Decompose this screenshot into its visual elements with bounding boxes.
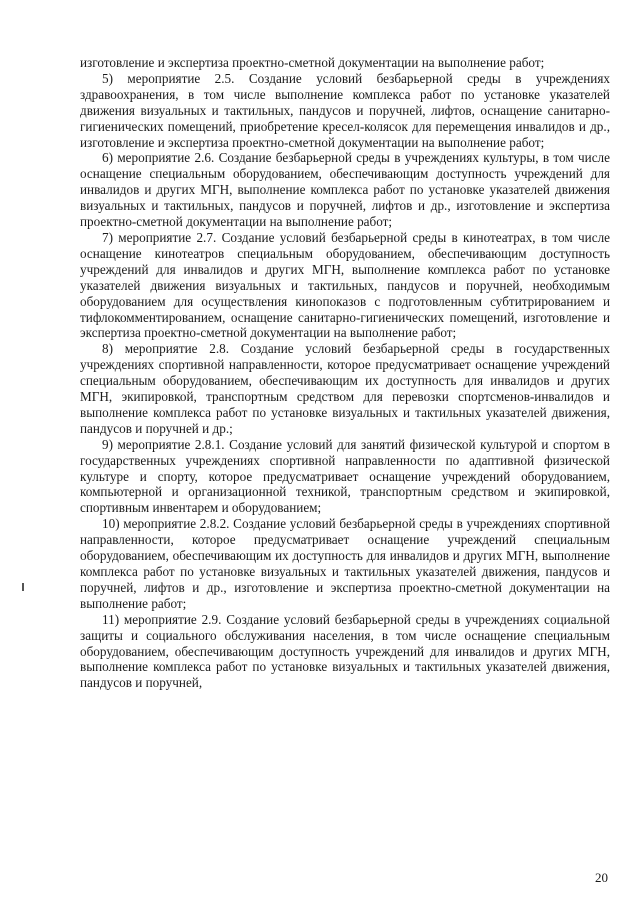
scan-mark [22,583,24,591]
paragraph-continuation: изготовление и экспертиза проектно-сметной документации на выполнение работ; [80,55,545,70]
paragraph-item-11: 11) мероприятие 2.9. Создание условий безбарьерной среды в учреждениях социальной защиты и социального обслуживания населения, в том числе оснащение специальным оборудованием, обеспечивающим доступность учреждений для инвалидов и других МГН, выполнение комплекса работ по установке визуальных и тактильных указателей движения, пандусов и поручней, [80,611,610,691]
paragraph-item-7: 7) мероприятие 2.7. Создание условий безбарьерной среды в кинотеатрах, в том числе оснащение кинотеатров специальным оборудованием, обеспечивающим доступность учреждений для инвалидов и других МГН, выполнение комплекса работ по установке указателей движения визуальных и тактильных, пандусов и поручней, необходимым оборудованием для осуществления кинопоказов с подготовленным субтитрированием и тифлокомментированием, оснащение санитарно-гигиенических помещений, изготовление и экспертиза проектно-сметной документации на выполнение работ; [80,229,610,341]
paragraph-item-5: 5) мероприятие 2.5. Создание условий безбарьерной среды в учреждениях здравоохранения, в том числе выполнение комплекса работ по установке указателей движения визуальных и тактильных, пандусов и поручней, лифтов, оснащение санитарно-гигиенических помещений, приобретение кресел-колясок для перемещения инвалидов и др., изготовление и экспертиза проектно-сметной документации на выполнение работ; [80,70,610,150]
page-number: 20 [595,870,608,885]
paragraph-item-10: 10) мероприятие 2.8.2. Создание условий безбарьерной среды в учреждениях спортивной направленности, которое предусматривает оснащение учреждений специальным оборудованием, обеспечивающим их доступность для инвалидов и других МГН, выполнение комплекса работ по установке визуальных и тактильных указателей движения, пандусов и поручней, лифтов и др., изготовление и экспертиза проектно-сметной документации на выполнение работ; [80,516,610,611]
document-body [80,55,610,691]
paragraph-item-6: 6) мероприятие 2.6. Создание безбарьерной среды в учреждениях культуры, в том числе оснащение специальным оборудованием, обеспечивающим доступность учреждений для инвалидов и других МГН, выполнение комплекса работ по установке указателей движения визуальных и тактильных, пандусов и поручней, лифтов и др., изготовление и экспертиза проектно-сметной документации на выполнение работ; [80,150,610,230]
paragraph-item-8: 8) мероприятие 2.8. Создание условий безбарьерной среды в государственных учреждениях спортивной направленности, которое предусматривает оснащение учреждений специальным оборудованием, обеспечивающим их доступность для инвалидов и других МГН, экипировкой, транспортным средством для перевозки спортсменов-инвалидов и выполнение комплекса работ по установке визуальных и тактильных указателей движения, пандусов и поручней и др.; [80,341,610,436]
paragraph-item-9: 9) мероприятие 2.8.1. Создание условий для занятий физической культурой и спортом в государственных учреждениях спортивной направленности по адаптивной физической культуре и спорту, которое предусматривает оснащение учреждений оборудованием, компьютерной и организационной техникой, транспортным средством и экипировкой, спортивным инвентарем и оборудованием; [80,436,610,516]
